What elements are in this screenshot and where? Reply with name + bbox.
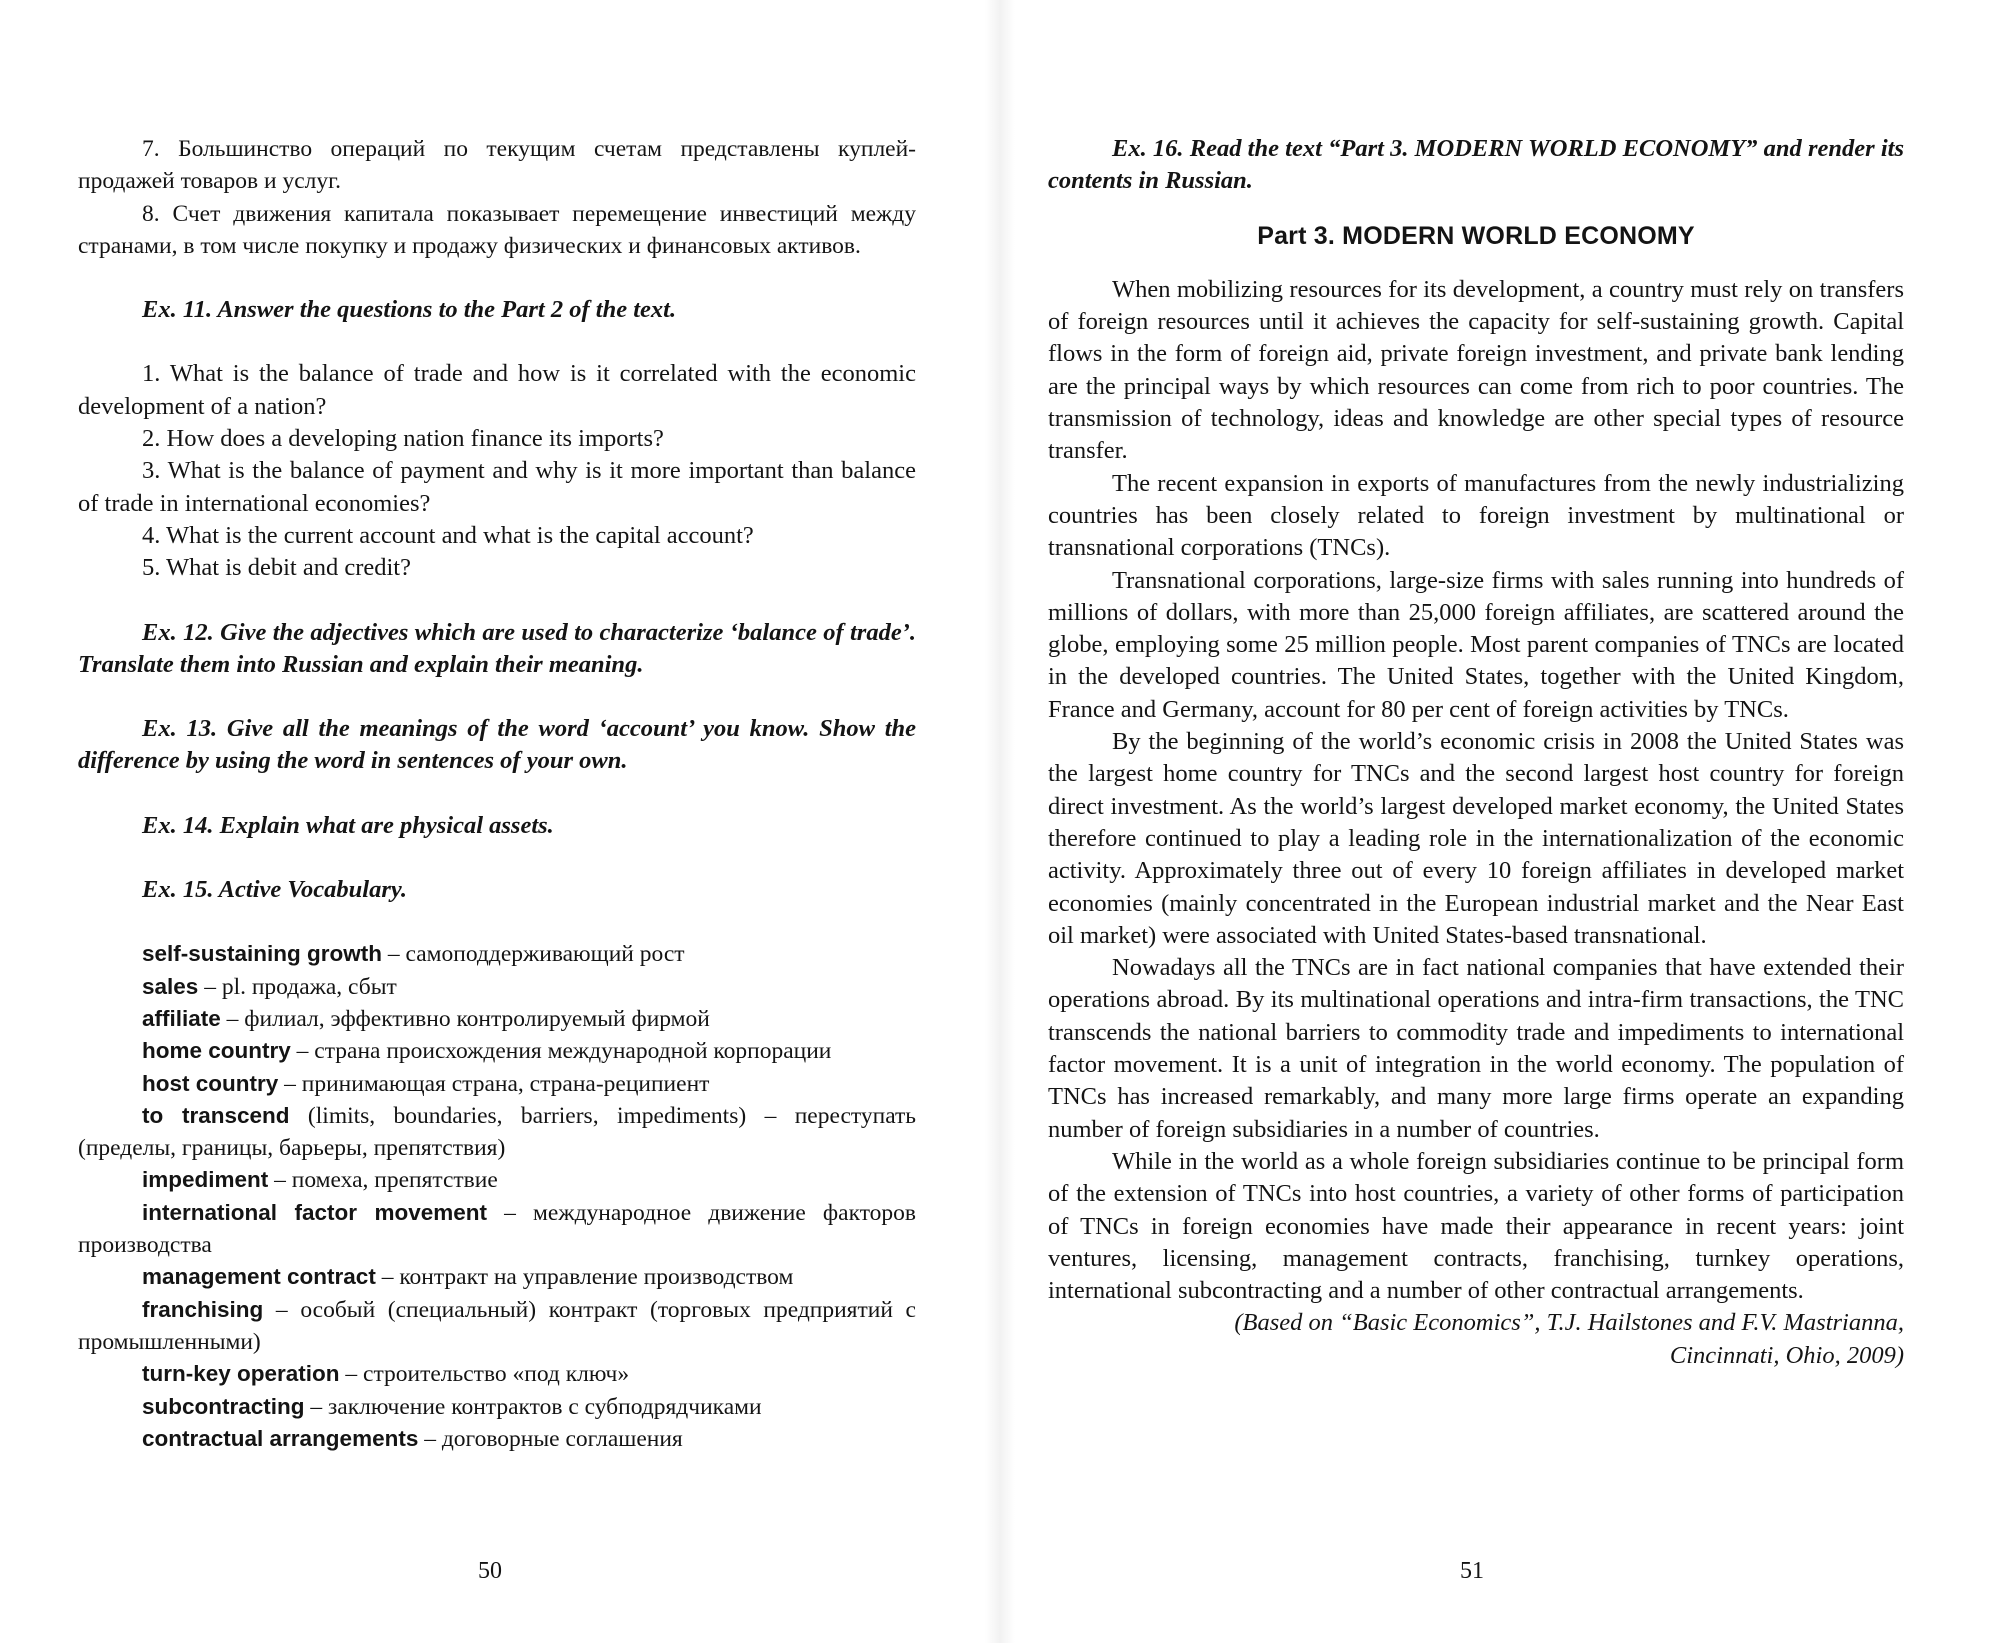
vocab-entry	[78, 1358, 916, 1390]
vocab-term: impediment	[142, 1167, 269, 1193]
vocab-term: home country	[142, 1038, 291, 1064]
vocab-definition: – филиал, эффективно контролируемый фирмой	[220, 1005, 710, 1032]
vocab-term: franchising	[142, 1296, 264, 1322]
ex15-heading: Ex. 15. Active Vocabulary.	[142, 876, 407, 904]
vocab-definition: – особый (специальный) контракт (торговых предприятий с промышленными)	[78, 1296, 916, 1355]
vocab-definition: – строительство «под ключ»	[339, 1361, 630, 1388]
source-citation-line1: (Based on “Basic Economics”, T.J. Hailstones and F.V. Mastrianna,	[1234, 1309, 1904, 1337]
ex12-heading: Ex. 12. Give the adjectives which are used to characterize ‘balance of trade’. Translate them into Russian and explain their meaning.	[78, 618, 916, 678]
page-number: 51	[1460, 1558, 1484, 1584]
vocab-definition: – принимающая страна, страна-реципиент	[278, 1070, 710, 1097]
vocab-term: turn-key operation	[142, 1361, 340, 1387]
vocab-term: host country	[142, 1070, 279, 1096]
vocab-definition: – pl. продажа, сбыт	[198, 973, 397, 1000]
right-page	[1000, 0, 2000, 1643]
vocab-definition: – контракт на управление производством	[375, 1264, 794, 1291]
ex11-question-2: 2. How does a developing nation finance its imports?	[142, 425, 664, 453]
vocab-term: sales	[142, 973, 199, 999]
vocab-definition: – помеха, препятствие	[268, 1167, 498, 1194]
vocab-entry	[78, 1261, 916, 1293]
vocab-definition: – страна происхождения международной корпорации	[290, 1038, 832, 1065]
vocab-entry	[78, 1068, 916, 1100]
vocab-entry	[78, 971, 916, 1003]
ex11-question-5: 5. What is debit and credit?	[142, 554, 411, 582]
page-number: 50	[478, 1558, 502, 1584]
body-paragraph: The recent expansion in exports of manufactures from the newly industrializing countries has been closely related to foreign investment by multinational or transnational corporations (TNCs).	[1048, 469, 1904, 562]
ex11-heading: Ex. 11. Answer the questions to the Part 2 of the text.	[142, 296, 677, 324]
ru-item-7: 7. Большинство операций по текущим счетам представлены куплей-продажей товаров и услуг.	[78, 136, 916, 195]
vocab-term: subcontracting	[142, 1393, 305, 1419]
vocab-entry	[78, 1100, 916, 1165]
vocab-definition: – договорные соглашения	[418, 1425, 683, 1452]
vocab-entry	[78, 1294, 916, 1359]
vocab-entry	[78, 1003, 916, 1035]
vocab-entry	[78, 1164, 916, 1196]
ex11-question-4: 4. What is the current account and what is the capital account?	[142, 521, 754, 549]
left-page-content	[78, 133, 916, 1455]
vocab-entry	[78, 1391, 916, 1423]
vocab-definition: (limits, boundaries, barriers, impediments) – переступать (пределы, границы, барьеры, препятствия)	[78, 1102, 917, 1162]
ex11-question-1: 1. What is the balance of trade and how is it correlated with the economic development of a nation?	[78, 360, 916, 420]
part-title: Part 3. MODERN WORLD ECONOMY	[1257, 221, 1695, 250]
vocab-term: contractual arrangements	[142, 1425, 419, 1451]
right-page-content	[1048, 133, 1904, 1372]
vocab-term: management contract	[142, 1264, 376, 1290]
body-paragraph: When mobilizing resources for its development, a country must rely on transfers of foreign resources until it achieves the capacity for self-sustaining growth. Capital flows in the form of foreign aid, private foreign investment, and private bank lending are the principal ways by which resources can come from rich to poor countries. The transmission of technology, ideas and knowledge are other special types of resource transfer.	[1048, 275, 1904, 465]
vocab-term: self-sustaining growth	[142, 941, 383, 967]
ex16-heading: Ex. 16. Read the text “Part 3. MODERN WORLD ECONOMY” and render its contents in Russian.	[1048, 135, 1904, 195]
vocab-entry	[78, 1035, 916, 1067]
vocab-entry	[78, 1197, 916, 1262]
vocab-definition: – международное движение факторов производства	[78, 1199, 917, 1259]
source-citation-line2: Cincinnati, Ohio, 2009)	[1669, 1341, 1904, 1369]
vocab-entry	[78, 1423, 916, 1455]
vocab-term: affiliate	[142, 1005, 221, 1031]
vocab-entry	[78, 938, 916, 970]
ex11-question-3: 3. What is the balance of payment and why is it more important than balance of trade in international economies?	[78, 457, 916, 517]
body-paragraph: Nowadays all the TNCs are in fact national companies that have extended their operations abroad. By its multinational operations and intra-firm transactions, the TNC transcends the national barriers to commodity trade and impediments to international factor movement. It is a unit of integration in the world economy. The population of TNCs has increased remarkably, and many more large firms operate an expanding number of foreign subsidiaries in a number of countries.	[1048, 954, 1904, 1143]
ru-item-8: 8. Счет движения капитала показывает перемещение инвестиций между странами, в том числе покупку и продажу физических и финансовых активов.	[78, 200, 916, 259]
body-paragraph: While in the world as a whole foreign subsidiaries continue to be principal form of the extension of TNCs into host countries, a variety of other forms of participation of TNCs in foreign economies have made their appearance in recent years: joint ventures, licensing, management contracts, franchising, turnkey operations, international subcontracting and a number of other contractual arrangements.	[1048, 1147, 1904, 1305]
body-paragraph: Transnational corporations, large-size firms with sales running into hundreds of millions of dollars, with more than 25,000 foreign affiliates, are scattered around the globe, employing some 25 million people. Most parent companies of TNCs are located in the developed countries. The United States, together with the United Kingdom, France and Germany, account for 80 per cent of foreign activities by TNCs.	[1048, 566, 1904, 723]
ex14-heading: Ex. 14. Explain what are physical assets.	[142, 811, 554, 839]
ex13-heading: Ex. 13. Give all the meanings of the word ‘account’ you know. Show the difference by using the word in sentences of your own.	[78, 715, 916, 775]
vocab-term: international factor movement	[142, 1199, 488, 1225]
vocab-definition: – заключение контрактов с субподрядчиками	[304, 1393, 762, 1420]
vocab-definition: – самоподдерживающий рост	[382, 941, 685, 968]
vocab-term: to transcend	[142, 1102, 290, 1128]
body-paragraph: By the beginning of the world’s economic crisis in 2008 the United States was the largest home country for TNCs and the second largest host country for foreign direct investment. As the world’s largest developed market economy, the United States therefore continued to play a leading role in the internationalization of the economic activity. Approximately three out of every 10 foreign affiliates in developed market economies (mainly concentrated in the European industrial market and the Near East oil market) were associated with United States-based transnational.	[1048, 728, 1904, 949]
